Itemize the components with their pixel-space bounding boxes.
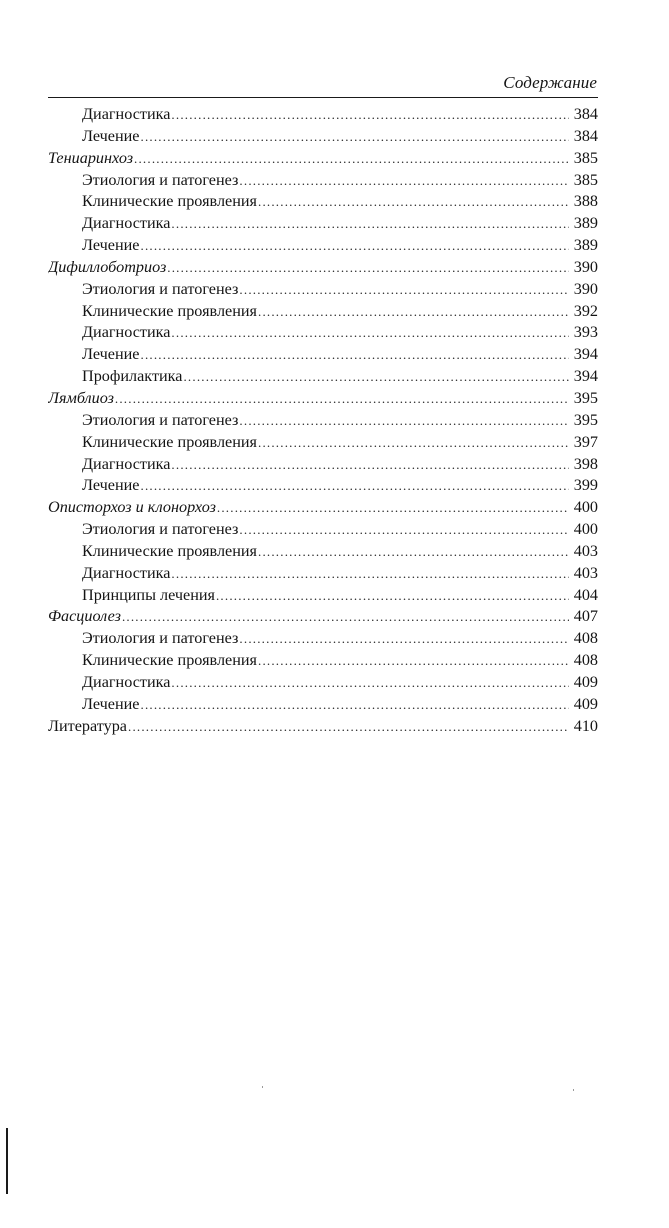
- toc-entry-title: Фасциолез: [48, 607, 121, 626]
- toc-entry-page-number: 392: [573, 301, 598, 320]
- toc-entry: [48, 541, 598, 563]
- toc-dot-leader: [171, 213, 569, 235]
- toc-dot-leader: [115, 388, 569, 410]
- toc-entry: [48, 322, 598, 344]
- toc-entry-page-number: 390: [573, 279, 598, 298]
- toc-dot-leader: [171, 672, 569, 694]
- toc-entry-title: Клинические проявления: [82, 301, 257, 320]
- toc-dot-leader: [141, 694, 570, 716]
- toc-entry-title: Клинические проявления: [82, 541, 257, 560]
- toc-entry: [48, 213, 598, 235]
- toc-dot-leader: [171, 454, 569, 476]
- toc-entry-page-number: 403: [573, 541, 598, 560]
- toc-dot-leader: [239, 279, 569, 301]
- toc-entry-page-number: 408: [573, 651, 598, 670]
- toc-entry: [48, 257, 598, 279]
- toc-entry: [48, 410, 598, 432]
- toc-dot-leader: [141, 344, 570, 366]
- toc-dot-leader: [171, 322, 569, 344]
- toc-entry-title: Дифиллоботриоз: [48, 257, 167, 276]
- toc-entry-page-number: 384: [573, 126, 598, 145]
- toc-dot-leader: [258, 650, 569, 672]
- toc-dot-leader: [258, 432, 569, 454]
- table-of-contents: [48, 104, 598, 737]
- toc-entry: [48, 235, 598, 257]
- toc-dot-leader: [171, 563, 569, 585]
- toc-entry: [48, 563, 598, 585]
- toc-dot-leader: [217, 497, 569, 519]
- toc-entry: [48, 388, 598, 410]
- toc-entry-page-number: 407: [573, 607, 598, 626]
- toc-entry-title: Диагностика: [82, 323, 171, 342]
- toc-entry-page-number: 400: [573, 498, 598, 517]
- header-rule: [48, 97, 598, 98]
- toc-entry-page-number: 389: [573, 236, 598, 255]
- toc-dot-leader: [258, 301, 569, 323]
- toc-entry: [48, 497, 598, 519]
- toc-entry: [48, 650, 598, 672]
- toc-entry-page-number: 394: [573, 345, 598, 364]
- toc-entry-title: Клинические проявления: [82, 651, 257, 670]
- toc-entry-page-number: 398: [573, 454, 598, 473]
- toc-entry-title: Диагностика: [82, 105, 171, 123]
- toc-entry-page-number: 389: [573, 214, 598, 233]
- toc-entry-title: Клинические проявления: [82, 192, 257, 211]
- toc-entry-page-number: 385: [573, 170, 598, 189]
- toc-entry-page-number: 409: [573, 672, 598, 691]
- toc-entry-page-number: 397: [573, 432, 598, 451]
- toc-entry-title: Этиология и патогенез: [82, 520, 239, 539]
- toc-entry: [48, 366, 598, 388]
- toc-entry: [48, 716, 598, 738]
- scan-speck: [262, 1086, 263, 1088]
- toc-entry-title: Лечение: [82, 345, 140, 364]
- toc-dot-leader: [122, 606, 569, 628]
- toc-entry-page-number: 399: [573, 476, 598, 495]
- toc-entry-page-number: 409: [573, 694, 598, 713]
- toc-entry-page-number: 385: [573, 148, 598, 167]
- toc-entry: [48, 694, 598, 716]
- toc-entry: [48, 475, 598, 497]
- toc-entry: [48, 104, 598, 126]
- toc-entry-title: Лечение: [82, 236, 140, 255]
- scan-speck: [573, 1089, 574, 1091]
- toc-entry-title: Клинические проявления: [82, 432, 257, 451]
- toc-entry-title: Лечение: [82, 476, 140, 495]
- toc-dot-leader: [141, 126, 570, 148]
- toc-entry-title: Литература: [48, 716, 127, 735]
- toc-entry: [48, 301, 598, 323]
- toc-entry-page-number: 410: [573, 716, 598, 735]
- toc-entry-title: Этиология и патогенез: [82, 170, 239, 189]
- toc-entry: [48, 191, 598, 213]
- toc-entry: [48, 148, 598, 170]
- toc-dot-leader: [128, 716, 569, 738]
- toc-entry-page-number: 393: [573, 323, 598, 342]
- toc-entry-title: Диагностика: [82, 454, 171, 473]
- toc-dot-leader: [134, 148, 569, 170]
- toc-dot-leader: [171, 104, 569, 126]
- toc-entry: [48, 454, 598, 476]
- toc-entry-page-number: 404: [573, 585, 598, 604]
- toc-dot-leader: [141, 475, 570, 497]
- toc-entry-title: Этиология и патогенез: [82, 629, 239, 648]
- toc-entry: [48, 170, 598, 192]
- toc-entry-page-number: 388: [573, 192, 598, 211]
- toc-entry-title: Лямблиоз: [48, 388, 114, 407]
- toc-entry-title: Этиология и патогенез: [82, 279, 239, 298]
- toc-entry: [48, 126, 598, 148]
- toc-dot-leader: [239, 410, 569, 432]
- toc-dot-leader: [167, 257, 569, 279]
- toc-entry: [48, 585, 598, 607]
- toc-entry-title: Лечение: [82, 694, 140, 713]
- toc-entry-title: Диагностика: [82, 672, 171, 691]
- toc-entry-page-number: 394: [573, 367, 598, 386]
- toc-entry-page-number: 403: [573, 563, 598, 582]
- toc-entry: [48, 606, 598, 628]
- toc-entry-title: Диагностика: [82, 214, 171, 233]
- toc-entry-title: Тениаринхоз: [48, 148, 134, 167]
- toc-entry-title: Профилактика: [82, 367, 183, 386]
- toc-entry-page-number: 408: [573, 629, 598, 648]
- toc-entry-title: Диагностика: [82, 563, 171, 582]
- toc-dot-leader: [183, 366, 569, 388]
- toc-entry-page-number: 390: [573, 257, 598, 276]
- toc-entry-title: Лечение: [82, 126, 140, 145]
- toc-entry-page-number: 395: [573, 388, 598, 407]
- toc-dot-leader: [239, 519, 569, 541]
- toc-entry-page-number: 395: [573, 410, 598, 429]
- toc-entry-title: Описторхоз и клонорхоз: [48, 498, 216, 517]
- toc-entry: [48, 279, 598, 301]
- running-header: Содержание: [503, 73, 597, 92]
- toc-dot-leader: [216, 585, 569, 607]
- toc-entry: [48, 344, 598, 366]
- toc-dot-leader: [239, 628, 569, 650]
- toc-dot-leader: [258, 541, 569, 563]
- toc-dot-leader: [141, 235, 570, 257]
- toc-entry: [48, 432, 598, 454]
- toc-dot-leader: [239, 170, 569, 192]
- toc-entry: [48, 628, 598, 650]
- toc-entry: [48, 672, 598, 694]
- toc-entry-page-number: 384: [573, 105, 598, 123]
- toc-entry: [48, 519, 598, 541]
- toc-entry-title: Принципы лечения: [82, 585, 215, 604]
- margin-mark: [6, 1128, 8, 1194]
- toc-dot-leader: [258, 191, 569, 213]
- toc-entry-title: Этиология и патогенез: [82, 410, 239, 429]
- toc-entry-page-number: 400: [573, 520, 598, 539]
